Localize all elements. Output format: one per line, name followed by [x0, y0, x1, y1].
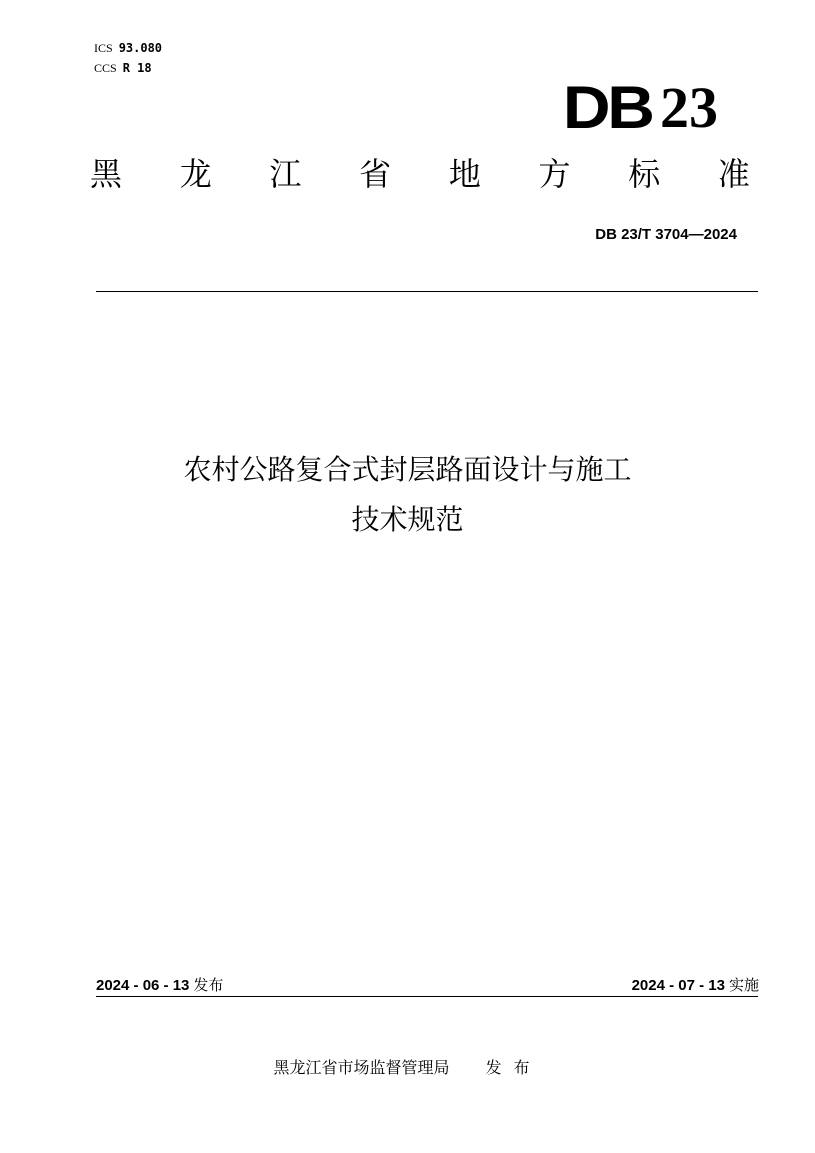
ccs-label: CCS [94, 61, 117, 75]
title-line-2: 技术规范 [351, 503, 464, 536]
publish-label: 发布 [193, 976, 224, 994]
standard-type-char: 龙 [179, 155, 212, 193]
top-divider [96, 291, 758, 292]
issuer-action: 发布 [485, 1058, 542, 1077]
effective-label: 实施 [728, 976, 759, 994]
standard-number: DB 23/T 3704—2024 [595, 226, 737, 243]
logo-prefix: DB [563, 74, 652, 141]
standard-type-char: 方 [538, 155, 571, 193]
logo-number: 23 [660, 75, 718, 140]
standard-type-char: 省 [359, 155, 392, 193]
standard-type-char: 地 [448, 155, 481, 193]
document-title [60, 445, 755, 545]
title-line-1: 农村公路复合式封层路面设计与施工 [183, 453, 632, 486]
ics-value: 93.080 [118, 41, 163, 55]
standard-type-char: 黑 [90, 155, 123, 193]
effective-date: 2024 - 07 - 13 [631, 977, 725, 994]
publish-date: 2024 - 06 - 13 [96, 977, 190, 994]
standard-type-char: 江 [269, 155, 302, 193]
classification-block [94, 38, 162, 78]
bottom-divider [96, 996, 758, 997]
standard-type-char: 标 [628, 155, 661, 193]
ccs-row [94, 58, 162, 78]
standard-type-heading [90, 154, 750, 194]
publish-date-block [96, 974, 223, 995]
issuer-name: 黑龙江省市场监督管理局 [273, 1058, 450, 1077]
ccs-value: R 18 [122, 61, 152, 75]
db23-logo [563, 74, 718, 141]
issuer-line [0, 1055, 815, 1078]
effective-date-block [632, 974, 759, 995]
standard-type-char: 准 [717, 155, 750, 193]
ics-row [94, 38, 162, 58]
ics-label: ICS [94, 41, 113, 55]
